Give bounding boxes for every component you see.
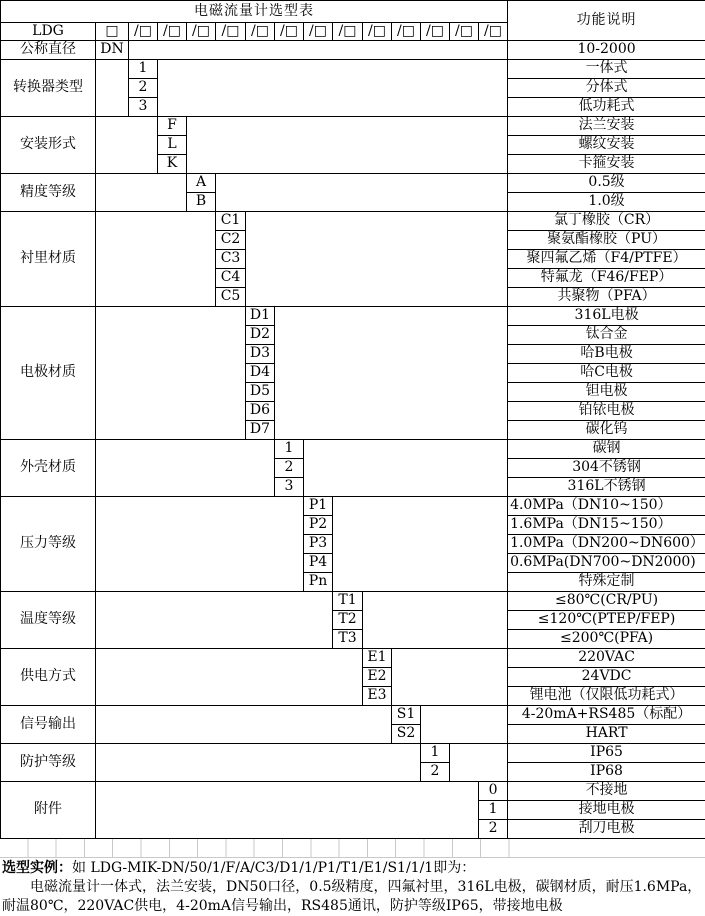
empty-grid-row — [0, 839, 705, 858]
function-cell: HART — [508, 725, 705, 744]
code-cell: T2 — [333, 611, 363, 630]
code-cell: T1 — [333, 592, 363, 611]
example-label: 选型实例： — [2, 860, 72, 876]
code-cell: L — [158, 136, 187, 155]
section-label: 信号输出 — [1, 706, 96, 744]
function-cell: ≤120℃(PTEP/FEP) — [508, 611, 705, 630]
code-cell: 2 — [129, 79, 158, 98]
function-cell: 316L电极 — [508, 307, 705, 326]
selection-example — [0, 858, 705, 916]
blank-span — [96, 744, 421, 782]
blank-span — [246, 212, 508, 307]
section-row — [1, 744, 705, 763]
code-cell: 1 — [479, 801, 508, 820]
function-cell: 聚氨酯橡胶（PU） — [508, 231, 705, 250]
blank-span — [96, 307, 246, 440]
model-code-box: /□ — [187, 23, 216, 41]
blank-span — [129, 41, 508, 60]
function-cell: 220VAC — [508, 649, 705, 668]
code-cell: E2 — [363, 668, 392, 687]
section-label: 压力等级 — [1, 497, 96, 592]
blank-span — [96, 706, 392, 744]
title-row — [1, 1, 705, 23]
code-cell: D4 — [246, 364, 275, 383]
function-cell: 螺纹安装 — [508, 136, 705, 155]
model-code-box: □ — [96, 23, 129, 41]
code-cell: E1 — [363, 649, 392, 668]
blank-span — [96, 212, 216, 307]
blank-span — [333, 497, 508, 592]
function-cell: 氯丁橡胶（CR） — [508, 212, 705, 231]
code-cell: E3 — [363, 687, 392, 706]
section-row — [1, 212, 705, 231]
section-label: 精度等级 — [1, 174, 96, 212]
function-cell: 哈B电极 — [508, 345, 705, 364]
section-row — [1, 117, 705, 136]
model-code-box: /□ — [479, 23, 508, 41]
code-cell: C1 — [216, 212, 246, 231]
section-row — [1, 649, 705, 668]
function-cell: 316L不锈钢 — [508, 478, 705, 497]
dn-row — [1, 41, 705, 60]
function-cell: 1.0MPa（DN200~DN600） — [508, 535, 705, 554]
model-code-box: /□ — [304, 23, 333, 41]
blank-span — [392, 649, 508, 706]
section-row — [1, 592, 705, 611]
code-cell: P1 — [304, 497, 333, 516]
code-cell: D2 — [246, 326, 275, 345]
code-cell: D6 — [246, 402, 275, 421]
section-row — [1, 497, 705, 516]
blank-span — [421, 706, 508, 744]
code-cell: 3 — [275, 478, 304, 497]
function-column-header: 功能说明 — [508, 1, 705, 41]
code-cell: T3 — [333, 630, 363, 649]
function-cell: 分体式 — [508, 79, 705, 98]
function-cell: 聚四氟乙烯（F4/PTFE） — [508, 250, 705, 269]
section-label: 外壳材质 — [1, 440, 96, 497]
code-cell: C5 — [216, 288, 246, 307]
code-cell: 3 — [129, 98, 158, 117]
function-cell: 一体式 — [508, 60, 705, 79]
function-cell: 1.6MPa（DN15~150） — [508, 516, 705, 535]
code-cell: 1 — [421, 744, 450, 763]
code-cell: 2 — [479, 820, 508, 839]
code-cell: A — [187, 174, 216, 193]
function-cell: 低功耗式 — [508, 98, 705, 117]
code-cell: P3 — [304, 535, 333, 554]
code-cell: D3 — [246, 345, 275, 364]
blank-span — [216, 174, 508, 212]
blank-span — [96, 440, 275, 497]
function-cell: 钛合金 — [508, 326, 705, 345]
function-cell: 铂铱电极 — [508, 402, 705, 421]
model-code-box: /□ — [246, 23, 275, 41]
blank-span — [158, 60, 508, 117]
page-title: 电磁流量计选型表 — [1, 1, 508, 23]
section-label: 安装形式 — [1, 117, 96, 174]
model-prefix-label: LDG — [1, 23, 96, 41]
model-code-box: /□ — [450, 23, 479, 41]
function-cell: 共聚物（PFA） — [508, 288, 705, 307]
code-cell: 1 — [275, 440, 304, 459]
function-cell: 不接地 — [508, 782, 705, 801]
section-label: 防护等级 — [1, 744, 96, 782]
code-cell: DN — [96, 41, 129, 60]
section-row — [1, 307, 705, 326]
code-cell: C3 — [216, 250, 246, 269]
function-cell: 刮刀电极 — [508, 820, 705, 839]
blank-span — [187, 117, 508, 174]
code-cell: D5 — [246, 383, 275, 402]
example-heading-line — [2, 859, 703, 878]
function-cell: 0.5级 — [508, 174, 705, 193]
section-label: 衬里材质 — [1, 212, 96, 307]
section-label: 电极材质 — [1, 307, 96, 440]
code-cell: F — [158, 117, 187, 136]
function-cell: 304不锈钢 — [508, 459, 705, 478]
model-code-box: /□ — [275, 23, 304, 41]
section-label: 温度等级 — [1, 592, 96, 649]
code-cell: C2 — [216, 231, 246, 250]
model-code-box: /□ — [392, 23, 421, 41]
code-cell: 0 — [479, 782, 508, 801]
blank-span — [450, 744, 508, 782]
function-cell: IP68 — [508, 763, 705, 782]
function-cell: 卡箍安装 — [508, 155, 705, 174]
code-cell: P4 — [304, 554, 333, 573]
section-row — [1, 60, 705, 79]
code-cell: P2 — [304, 516, 333, 535]
model-code-box: /□ — [421, 23, 450, 41]
function-cell: 10-2000 — [508, 41, 705, 60]
function-cell: 24VDC — [508, 668, 705, 687]
function-cell: 碳化钨 — [508, 421, 705, 440]
code-cell: Pn — [304, 573, 333, 592]
code-cell: 1 — [129, 60, 158, 79]
code-cell: D7 — [246, 421, 275, 440]
section-row — [1, 174, 705, 193]
row-label-nominal-diameter: 公称直径 — [1, 41, 96, 60]
model-code-box: /□ — [216, 23, 246, 41]
section-row — [1, 782, 705, 801]
section-label: 供电方式 — [1, 649, 96, 706]
function-cell: 哈C电极 — [508, 364, 705, 383]
blank-span — [96, 649, 363, 706]
blank-span — [96, 782, 479, 839]
blank-span — [96, 497, 304, 592]
code-cell: B — [187, 193, 216, 212]
function-cell: 钽电极 — [508, 383, 705, 402]
code-cell: 2 — [275, 459, 304, 478]
code-cell: S1 — [392, 706, 421, 725]
example-code: 如 LDG-MIK-DN/50/1/F/A/C3/D1/1/P1/T1/E1/S1/1/1即为： — [72, 860, 476, 876]
function-cell: 特氟龙（F46/FEP） — [508, 269, 705, 288]
model-code-box: /□ — [363, 23, 392, 41]
spreadsheet-gridlines — [0, 839, 510, 857]
function-cell: ≤80℃(CR/PU) — [508, 592, 705, 611]
function-cell: 0.6MPa(DN700~DN2000) — [508, 554, 705, 573]
code-cell: 2 — [421, 763, 450, 782]
code-cell: C4 — [216, 269, 246, 288]
model-code-box: /□ — [333, 23, 363, 41]
blank-span — [96, 117, 158, 174]
section-label: 转换器类型 — [1, 60, 96, 117]
blank-span — [304, 440, 508, 497]
function-cell: 锂电池（仅限低功耗式） — [508, 687, 705, 706]
function-cell: 碳钢 — [508, 440, 705, 459]
function-cell: 特殊定制 — [508, 573, 705, 592]
section-row — [1, 440, 705, 459]
function-cell: 接地电极 — [508, 801, 705, 820]
function-cell: 法兰安装 — [508, 117, 705, 136]
blank-span — [96, 60, 129, 117]
section-row — [1, 706, 705, 725]
function-cell: 4.0MPa（DN10~150） — [508, 497, 705, 516]
code-cell: D1 — [246, 307, 275, 326]
function-cell: 4-20mA+RS485（标配） — [508, 706, 705, 725]
blank-span — [363, 592, 508, 649]
function-cell: ≤200℃(PFA) — [508, 630, 705, 649]
function-cell: IP65 — [508, 744, 705, 763]
blank-span — [96, 592, 333, 649]
blank-span — [275, 307, 508, 440]
code-cell: K — [158, 155, 187, 174]
blank-span — [96, 174, 187, 212]
section-label: 附件 — [1, 782, 96, 839]
example-description: 电磁流量计一体式，法兰安装，DN50口径，0.5级精度，四氟衬里，316L电极，碳钢材质，耐压1.6MPa，耐温80℃，220VAC供电，4-20mA信号输出，RS485通讯，防护等级IP65，带接地电极 — [2, 879, 702, 914]
model-code-box: /□ — [158, 23, 187, 41]
code-cell: S2 — [392, 725, 421, 744]
function-cell: 1.0级 — [508, 193, 705, 212]
model-code-box: /□ — [129, 23, 158, 41]
